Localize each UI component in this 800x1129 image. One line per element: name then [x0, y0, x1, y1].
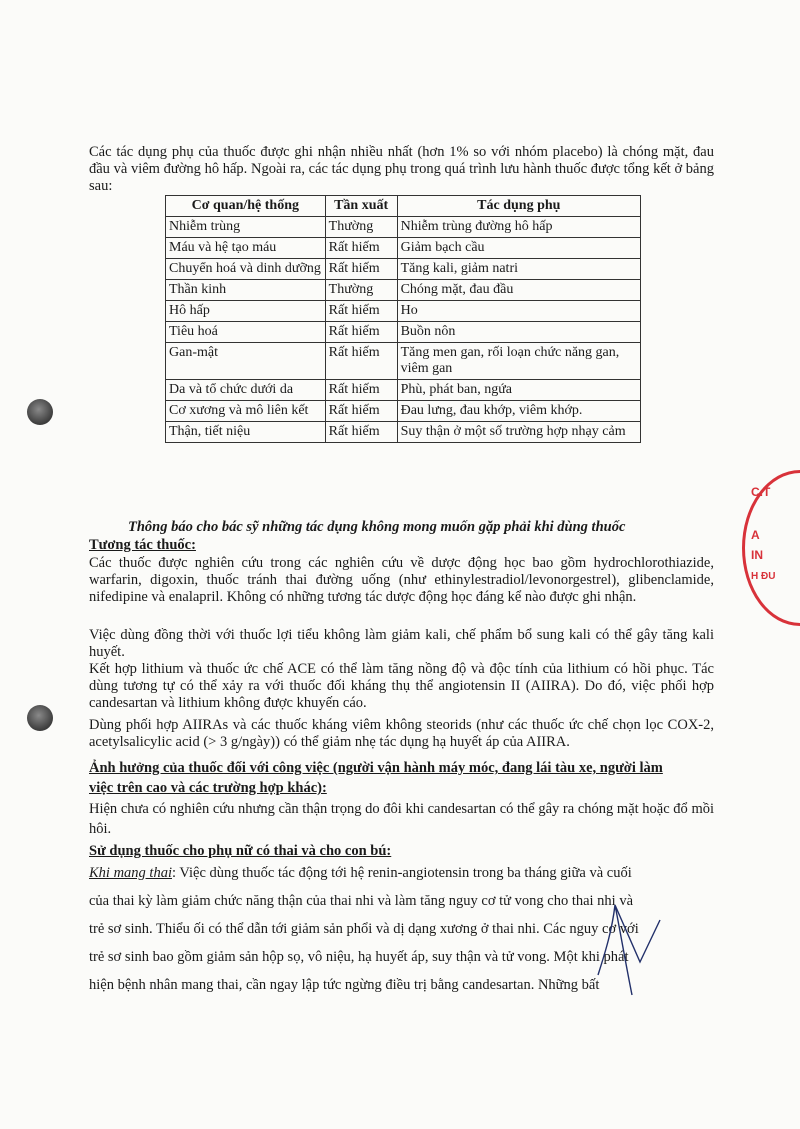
- red-stamp: C.T A IN H ĐU: [742, 470, 800, 626]
- cell-organ: Da và tổ chức dưới da: [166, 380, 326, 401]
- interactions-paragraph-3: Kết hợp lithium và thuốc ức chế ACE có thể làm tăng nồng độ và độc tính của lithium có hồi phục. Tác dùng tương tự có thể xảy ra với thuốc đối kháng thụ thể angiotensin II (AIIRA). Do đó, việc phối hợp candesartan và lithium không được khuyến cáo.: [89, 661, 714, 711]
- cell-organ: Cơ xương và mô liên kết: [166, 401, 326, 422]
- cell-effect: Suy thận ở một số trường hợp nhạy cảm: [397, 422, 640, 443]
- cell-organ: Hô hấp: [166, 301, 326, 322]
- interactions-paragraph-1: Các thuốc được nghiên cứu trong các nghiên cứu về dược động học bao gồm hydrochlorothiazide, warfarin, digoxin, thuốc tránh thai đường uống (như ethinylestradiol/levonorgestrel), glibenclamide, nifedipine và enalapril. Không có những tương tác dược động học đáng kể nào được ghi nhận.: [89, 555, 714, 605]
- pregnancy-line-5: hiện bệnh nhân mang thai, cần ngay lập tức ngừng điều trị bằng candesartan. Những bất: [89, 977, 600, 993]
- cell-organ: Thận, tiết niệu: [166, 422, 326, 443]
- pregnancy-heading: Sử dụng thuốc cho phụ nữ có thai và cho con bú:: [89, 843, 392, 859]
- cell-effect: Tăng kali, giảm natri: [397, 259, 640, 280]
- header-effect: Tác dụng phụ: [397, 196, 640, 217]
- cell-frequency: Rất hiếm: [325, 238, 397, 259]
- cell-effect: Nhiễm trùng đường hô hấp: [397, 217, 640, 238]
- cell-frequency: Rất hiếm: [325, 259, 397, 280]
- cell-effect: Ho: [397, 301, 640, 322]
- cell-organ: Chuyển hoá và dinh dưỡng: [166, 259, 326, 280]
- cell-effect: Chóng mặt, đau đầu: [397, 280, 640, 301]
- intro-paragraph: Các tác dụng phụ của thuốc được ghi nhận nhiều nhất (hơn 1% so với nhóm placebo) là chóng mặt, đau đầu và viêm đường hô hấp. Ngoài ra, các tác dụng phụ trong quá trình lưu hành thuốc được tổng kết ở bảng sau:: [89, 144, 714, 194]
- table-caption: Thông báo cho bác sỹ những tác dụng không mong muốn gặp phải khi dùng thuốc: [128, 519, 626, 535]
- cell-frequency: Rất hiếm: [325, 322, 397, 343]
- interactions-paragraph-4: Dùng phối hợp AIIRAs và các thuốc kháng viêm không steorids (như các thuốc ức chế chọn lọc COX-2, acetylsalicylic acid (> 3 g/ngày)) có thể giảm nhẹ tác dụng hạ huyết áp của AIIRA.: [89, 717, 714, 750]
- cell-frequency: Rất hiếm: [325, 301, 397, 322]
- pregnancy-line-1-text: : Việc dùng thuốc tác động tới hệ renin-angiotensin trong ba tháng giữa và cuối: [171, 865, 632, 881]
- cell-frequency: Thường: [325, 280, 397, 301]
- pregnancy-subheading: Khi mang thai: [89, 865, 172, 881]
- header-organ: Cơ quan/hệ thống: [166, 196, 326, 217]
- pregnancy-line-4: trẻ sơ sinh bao gồm giảm sản hộp sọ, vô niệu, hạ huyết áp, suy thận và tử vong. Một khi phát: [89, 949, 629, 965]
- cell-frequency: Rất hiếm: [325, 422, 397, 443]
- cell-organ: Nhiễm trùng: [166, 217, 326, 238]
- cell-effect: Buồn nôn: [397, 322, 640, 343]
- cell-organ: Máu và hệ tạo máu: [166, 238, 326, 259]
- header-frequency: Tần xuất: [325, 196, 397, 217]
- cell-effect: Phù, phát ban, ngứa: [397, 380, 640, 401]
- cell-frequency: Rất hiếm: [325, 401, 397, 422]
- pregnancy-line-2: của thai kỳ làm giảm chức năng thận của thai nhi và làm tăng nguy cơ tử vong cho thai nhi và: [89, 893, 634, 909]
- interactions-paragraph-2: Việc dùng đồng thời với thuốc lợi tiểu không làm giảm kali, chế phẩm bổ sung kali có thể gây tăng kali huyết.: [89, 627, 714, 660]
- cell-organ: Thần kinh: [166, 280, 326, 301]
- cell-effect: Giảm bạch cầu: [397, 238, 640, 259]
- cell-organ: Gan-mật: [166, 343, 326, 380]
- cell-frequency: Thường: [325, 217, 397, 238]
- work-paragraph: Hiện chưa có nghiên cứu nhưng cần thận trọng do đôi khi candesartan có thể gây ra chóng mặt hoặc đổ mồi hôi.: [89, 801, 714, 837]
- cell-frequency: Rất hiếm: [325, 380, 397, 401]
- pregnancy-line-3: trẻ sơ sinh. Thiểu ối có thể dẫn tới giảm sản phổi và dị dạng xương ở thai nhi. Các nguy cơ với: [89, 921, 639, 937]
- work-heading-line-1: Ảnh hưởng của thuốc đối với công việc (người vận hành máy móc, đang lái tàu xe, người làm: [89, 760, 663, 776]
- interactions-heading: Tương tác thuốc:: [89, 537, 196, 553]
- cell-effect: Tăng men gan, rối loạn chức năng gan, viêm gan: [397, 343, 640, 380]
- work-heading-line-2: việc trên cao và các trường hợp khác):: [89, 780, 327, 796]
- cell-frequency: Rất hiếm: [325, 343, 397, 380]
- cell-effect: Đau lưng, đau khớp, viêm khớp.: [397, 401, 640, 422]
- cell-organ: Tiêu hoá: [166, 322, 326, 343]
